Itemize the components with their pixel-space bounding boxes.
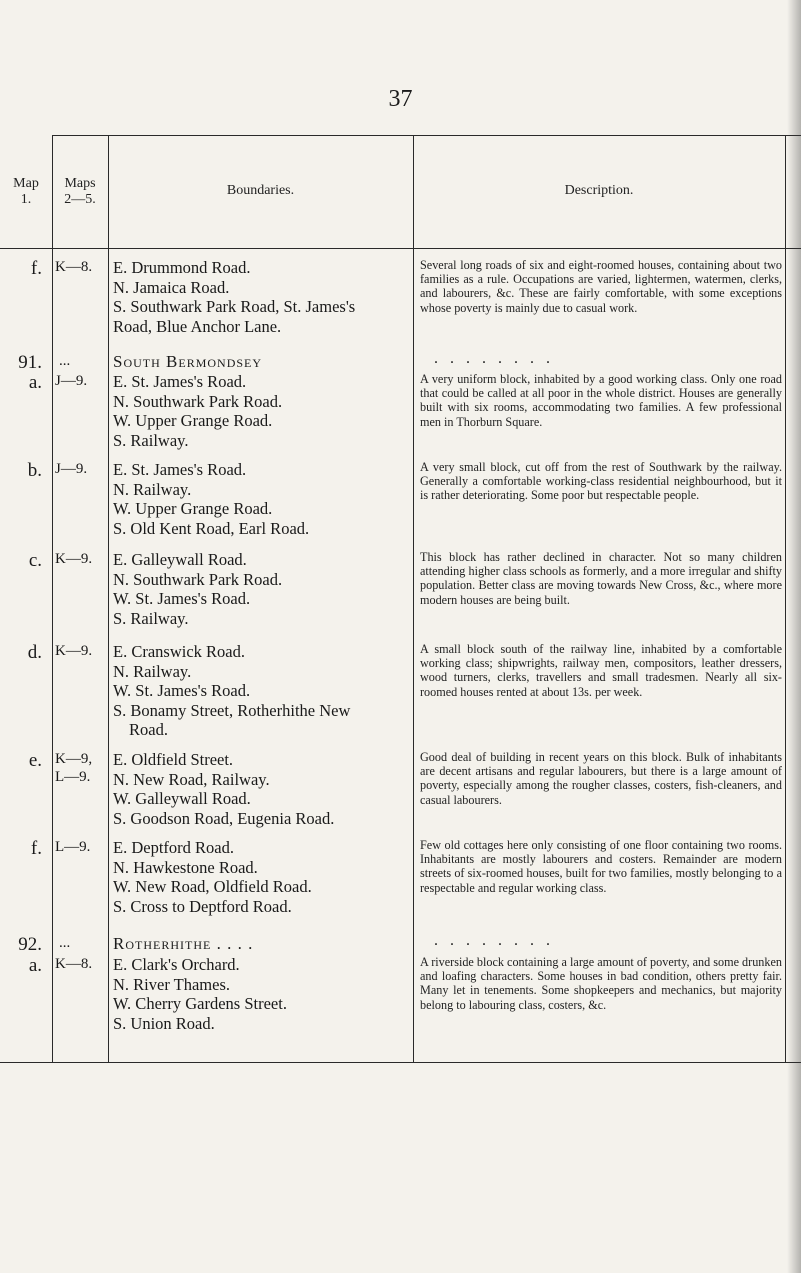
header-boundaries: Boundaries. [226,183,295,198]
row-maps [55,372,101,390]
boundary-line: W. New Road, Oldfield Road. [113,877,312,896]
row-boundaries [113,372,403,450]
row-maps-line: K—9. [55,643,93,659]
boundary-line: S. Goodson Road, Eugenia Road. [113,808,335,828]
row-maps-line: K—9, [55,751,93,767]
row-boundaries [113,460,403,538]
row-map1: a. [28,955,42,976]
section-title-text: Rotherhithe . . . . [113,934,254,953]
header-maps-line1: Maps [64,176,96,191]
row-maps-line: J—9. [55,373,88,389]
row-boundaries [113,642,403,740]
row-description: Good deal of building in recent years on this block. Bulk of inhabitants are decent artisans and regular labourers, but there is a large amount of poverty, especially among the rougher classes, costers, fish-cleaners, and casual labourers. [420,750,782,807]
row-maps-line: L—9. [55,769,91,785]
row-boundaries [113,750,403,828]
column-divider-2 [108,135,109,1062]
boundary-line: E. Oldfield Street. [113,750,234,769]
boundary-line: E. St. James's Road. [113,372,247,391]
boundary-line: S. Railway. [113,430,189,450]
boundary-line: W. St. James's Road. [113,681,251,700]
row-boundaries [113,838,403,916]
row-boundaries [113,258,403,336]
row-maps [55,750,101,786]
row-map1: 92. [18,934,42,955]
boundary-line: W. Galleywall Road. [113,789,251,808]
header-maps-line2: 2—5. [64,192,96,207]
boundary-line: W. Cherry Gardens Street. [113,994,287,1013]
boundary-line: W. Upper Grange Road. [113,499,273,518]
row-map1: a. [28,372,42,393]
table-top-rule [52,135,801,136]
row-boundaries [113,955,403,1033]
boundary-line: Road. [129,720,168,739]
row-map1: b. [27,460,42,481]
boundary-line: S. Old Kent Road, Earl Road. [113,518,310,538]
column-divider-3 [413,135,414,1062]
boundary-line: S. Cross to Deptford Road. [113,896,292,916]
section-title [113,934,403,954]
header-rule [0,248,801,249]
row-description: A very small block, cut off from the rest of Southwark by the railway. Generally a comfortable working-class residential neighbourhood, but it is rather deteriorating. Some poor but respectable people. [420,460,782,503]
boundary-line: N. River Thames. [113,974,231,994]
row-maps [55,550,101,568]
boundary-line: N. Jamaica Road. [113,277,230,297]
row-maps [55,934,101,952]
row-description: ........ [434,932,562,949]
boundary-line: W. Upper Grange Road. [113,411,273,430]
boundary-line: N. Hawkestone Road. [113,857,258,877]
row-map1: f. [30,838,42,859]
column-divider-4 [785,135,786,1062]
boundary-line: E. Clark's Orchard. [113,955,240,974]
header-map1-line2: 1. [20,192,32,207]
boundary-line: S. Railway. [113,608,189,628]
boundary-line: E. Drummond Road. [113,258,251,277]
row-map1: e. [28,750,42,771]
row-description: ........ [434,350,562,367]
boundary-line: Road, Blue Anchor Lane. [113,316,282,336]
row-maps [55,352,101,370]
boundary-line: S. Bonamy Street, Rotherhithe New [113,700,351,720]
row-maps-line: ... [59,353,71,369]
boundary-line: E. St. James's Road. [113,460,247,479]
row-map1: 91. [18,352,42,373]
header-map1-line1: Map [13,176,39,191]
row-description: A riverside block containing a large amount of poverty, and some drunken and loafing characters. Some houses in bad condition, others pretty fair. Many let in tenements. Some shopkeepers and mechanics, but majority belong to labouring class, costers, &c. [420,955,782,1012]
page-number: 37 [388,86,413,112]
boundary-line: N. Railway. [113,479,192,499]
boundary-line: S. Union Road. [113,1013,215,1033]
row-map1: c. [28,550,42,571]
boundary-line: N. New Road, Railway. [113,769,270,789]
table-bottom-rule [0,1062,801,1063]
column-divider-1 [52,135,53,1062]
boundary-line: N. Southwark Park Road. [113,569,283,589]
row-maps-line: K—8. [55,956,93,972]
row-description: Few old cottages here only consisting of one floor containing two rooms. Inhabitants are mostly labourers and costers. Remainder are modern streets of six-roomed houses, built for two families, mostly belonging to a respectable and regular working class. [420,838,782,895]
row-maps-line: J—9. [55,461,88,477]
boundary-line: E. Deptford Road. [113,838,234,857]
row-description: Several long roads of six and eight-roomed houses, containing about two families as a rule. Occupations are varied, lightermen, watermen, clerks, and labourers, &c. These are fairly comfortable, with some exceptions whose poverty is mainly due to casual work. [420,258,782,315]
boundary-line: S. Southwark Park Road, St. James's [113,297,356,316]
boundary-line: N. Southwark Park Road. [113,391,283,411]
row-maps [55,838,101,856]
header-maps [52,176,108,208]
header-description: Description. [564,183,634,198]
section-title [113,352,403,372]
boundary-line: N. Railway. [113,661,192,681]
row-description: This block has rather declined in character. Not so many children attending higher class schools as formerly, and a more irregular and shifty population. Better class are moving towards New Cross, &c., where more modern houses are being built. [420,550,782,607]
row-maps-line: K—9. [55,551,93,567]
row-maps [55,460,101,478]
row-description: A small block south of the railway line, inhabited by a comfortable working class; shipwrights, railway men, compositors, leather dressers, wood turners, clerks, travellers and small tradesmen. Nearly all six-roomed houses rented at about 13s. per week. [420,642,782,699]
row-maps-line: L—9. [55,839,91,855]
row-maps [55,258,101,276]
boundary-line: E. Galleywall Road. [113,550,247,569]
boundary-line: E. Cranswick Road. [113,642,245,661]
row-maps [55,955,101,973]
page-edge-shadow [787,0,801,1273]
row-map1: d. [27,642,42,663]
section-title-text: South Bermondsey [113,352,263,371]
row-map1: f. [30,258,42,279]
row-maps-line: ... [59,935,71,951]
row-maps-line: K—8. [55,259,93,275]
row-boundaries [113,550,403,628]
boundary-line: W. St. James's Road. [113,589,251,608]
header-map1 [0,176,52,208]
row-description: A very uniform block, inhabited by a good working class. Only one road that could be called at all poor in the whole district. Houses are generally built with six rooms, accommodating two families. A few professional men in Thorburn Square. [420,372,782,429]
row-maps [55,642,101,660]
